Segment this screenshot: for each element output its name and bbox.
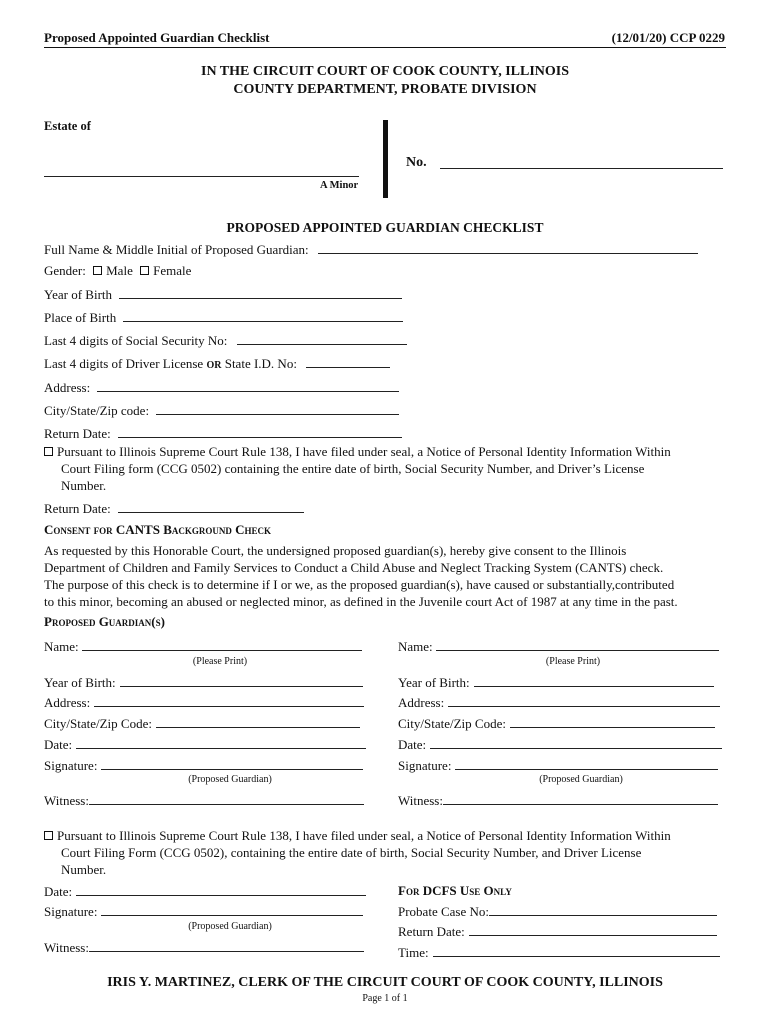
driver-license-row (44, 356, 390, 372)
return-date-label: Return Date: (44, 426, 111, 441)
year-of-birth-row (44, 287, 402, 303)
g2-address-label: Address: (398, 695, 445, 710)
g1-yob-field[interactable] (120, 675, 363, 687)
g2-csz-field[interactable] (510, 716, 715, 728)
rule138-checkbox[interactable] (44, 447, 53, 456)
g1-signature-field[interactable] (101, 758, 363, 770)
return-date2-field[interactable] (118, 501, 304, 513)
g1-address-label: Address: (44, 695, 91, 710)
form-title: Proposed Appointed Guardian Checklist (44, 30, 270, 45)
consent-line2: Department of Children and Family Services to Conduct a Child Abuse and Neglect Tracking System (CANTS) check. (44, 560, 664, 575)
g1-proposed-guardian: (Proposed Guardian) (188, 774, 272, 785)
ssn-row (44, 333, 407, 349)
gender-label: Gender: (44, 263, 86, 278)
rule138-line1: Pursuant to Illinois Supreme Court Rule 138, I have filed under seal, a Notice of Personal Identity Information Within (57, 444, 671, 459)
g1-date-row (44, 737, 366, 753)
rule138-bottom-line3: Number. (61, 862, 107, 877)
g1-yob-row (44, 675, 363, 691)
caption-divider (383, 120, 388, 198)
rule138-line3: Number. (61, 478, 107, 493)
clerk-footer: IRIS Y. MARTINEZ, CLERK OF THE CIRCUIT COURT OF COOK COUNTY, ILLINOIS (107, 975, 663, 990)
g1-name-field[interactable] (82, 639, 362, 651)
dcfs-return-field[interactable] (469, 924, 717, 936)
g2-signature-label: Signature: (398, 758, 452, 773)
g2-csz-row (398, 716, 715, 732)
g1-witness-field[interactable] (89, 793, 364, 805)
city-state-zip-field[interactable] (156, 403, 399, 415)
consent-line3: The purpose of this check is to determine if I or we, as the proposed guardian(s), have caused or substantially,contributed (44, 577, 675, 592)
g2-csz-label: City/State/Zip Code: (398, 716, 506, 731)
bl-date-field[interactable] (76, 884, 366, 896)
case-number-label: No. (406, 155, 427, 170)
g2-yob-row (398, 675, 714, 691)
case-number-field[interactable] (440, 157, 723, 169)
g2-signature-row (398, 758, 718, 774)
court-title-line1: IN THE CIRCUIT COURT OF COOK COUNTY, ILLINOIS (201, 64, 569, 79)
g2-please-print: (Please Print) (545, 656, 601, 667)
place-of-birth-label: Place of Birth (44, 310, 117, 325)
g1-address-row (44, 695, 364, 711)
g2-date-row (398, 737, 722, 753)
city-state-zip-row (44, 403, 399, 419)
g2-date-label: Date: (398, 737, 427, 752)
dcfs-time-row (398, 945, 720, 961)
bl-signature-field[interactable] (101, 904, 363, 916)
male-label: Male (106, 263, 133, 278)
return-date2-row (44, 501, 304, 517)
male-checkbox[interactable] (93, 266, 102, 275)
g1-signature-row (44, 758, 363, 774)
driver-license-label-b: State I.D. No: (221, 356, 297, 371)
dcfs-return-row (398, 924, 717, 940)
bl-witness-field[interactable] (89, 940, 364, 952)
full-name-field[interactable] (318, 242, 698, 254)
consent-paragraph (44, 542, 744, 610)
g1-date-field[interactable] (76, 737, 366, 749)
bl-signature-row (44, 904, 363, 920)
g1-csz-field[interactable] (156, 716, 360, 728)
full-name-row (44, 242, 698, 258)
dcfs-probate-label: Probate Case No: (398, 904, 489, 919)
header-rule (44, 47, 726, 48)
g1-date-label: Date: (44, 737, 73, 752)
g2-yob-field[interactable] (474, 675, 714, 687)
bl-signature-label: Signature: (44, 904, 98, 919)
g2-witness-row (398, 793, 718, 809)
g1-name-label: Name: (44, 639, 79, 654)
rule138-bottom-checkbox[interactable] (44, 831, 53, 840)
year-of-birth-field[interactable] (119, 287, 402, 299)
consent-line4: to this minor, becoming an abused or neglected minor, as defined in the Juvenile court Act of 1987 at any time in the past. (44, 594, 678, 609)
court-title-line2: COUNTY DEPARTMENT, PROBATE DIVISION (233, 82, 537, 97)
rule138-notice (44, 443, 734, 494)
dcfs-time-label: Time: (398, 945, 429, 960)
consent-heading: Consent for CANTS Background Check (44, 522, 272, 537)
form-code: (12/01/20) CCP 0229 (611, 30, 725, 45)
g2-yob-label: Year of Birth: (398, 675, 470, 690)
minor-name-field[interactable] (44, 166, 359, 177)
g2-proposed-guardian: (Proposed Guardian) (539, 774, 623, 785)
female-checkbox[interactable] (140, 266, 149, 275)
g1-witness-row (44, 793, 364, 809)
driver-license-or: OR (206, 360, 222, 371)
g1-please-print: (Please Print) (192, 656, 248, 667)
gender-row (44, 263, 191, 279)
address-row (44, 380, 399, 396)
rule138-bottom-line1: Pursuant to Illinois Supreme Court Rule 138, I have filed under seal, a Notice of Personal Identity Information Within (57, 828, 671, 843)
return-date2-label: Return Date: (44, 501, 111, 516)
driver-license-field[interactable] (306, 356, 390, 368)
g1-yob-label: Year of Birth: (44, 675, 116, 690)
guardians-heading: Proposed Guardian(s) (44, 614, 165, 629)
rule138-line2: Court Filing form (CCG 0502) containing the entire date of birth, Social Security Number, and Driver’s License (61, 461, 645, 476)
bl-witness-label: Witness: (44, 940, 89, 955)
g2-address-field[interactable] (448, 695, 720, 707)
dcfs-return-label: Return Date: (398, 924, 465, 939)
g2-name-label: Name: (398, 639, 433, 654)
driver-license-label-a: Last 4 digits of Driver License (44, 356, 207, 371)
rule138-bottom-line2: Court Filing Form (CCG 0502), containing the entire date of birth, Social Security Number, and Driver License (61, 845, 642, 860)
place-of-birth-row (44, 310, 403, 326)
g2-signature-field[interactable] (455, 758, 718, 770)
return-date-field[interactable] (118, 426, 402, 438)
address-field[interactable] (97, 380, 399, 392)
g1-signature-label: Signature: (44, 758, 98, 773)
city-state-zip-label: City/State/Zip code: (44, 403, 150, 418)
bl-witness-row (44, 940, 364, 956)
rule138-bottom-notice (44, 827, 734, 878)
g1-address-field[interactable] (94, 695, 364, 707)
female-label: Female (153, 263, 192, 278)
g1-name-row (44, 639, 362, 655)
bl-proposed-guardian: (Proposed Guardian) (188, 921, 272, 932)
g1-csz-label: City/State/Zip Code: (44, 716, 152, 731)
page-number: Page 1 of 1 (362, 993, 408, 1004)
dcfs-time-field[interactable] (433, 945, 720, 957)
address-label: Address: (44, 380, 91, 395)
checklist-title: PROPOSED APPOINTED GUARDIAN CHECKLIST (226, 220, 544, 235)
g2-date-field[interactable] (430, 737, 722, 749)
full-name-label: Full Name & Middle Initial of Proposed Guardian: (44, 242, 309, 257)
g2-witness-label: Witness: (398, 793, 443, 808)
g2-witness-field[interactable] (443, 793, 718, 805)
dcfs-probate-field[interactable] (489, 904, 717, 916)
ssn-field[interactable] (237, 333, 407, 345)
ssn-label: Last 4 digits of Social Security No: (44, 333, 228, 348)
bl-date-row (44, 884, 366, 900)
estate-of-label: Estate of (44, 119, 91, 133)
g2-address-row (398, 695, 720, 711)
place-of-birth-field[interactable] (123, 310, 403, 322)
a-minor-label: A Minor (320, 180, 359, 191)
g2-name-row (398, 639, 719, 655)
g2-name-field[interactable] (436, 639, 719, 651)
dcfs-heading: For DCFS Use Only (398, 883, 512, 898)
g1-witness-label: Witness: (44, 793, 89, 808)
bl-date-label: Date: (44, 884, 73, 899)
dcfs-probate-row (398, 904, 717, 920)
year-of-birth-label: Year of Birth (44, 287, 113, 302)
return-date-row (44, 426, 402, 442)
consent-line1: As requested by this Honorable Court, the undersigned proposed guardian(s), hereby give consent to the Illinois (44, 543, 627, 558)
g1-csz-row (44, 716, 360, 732)
